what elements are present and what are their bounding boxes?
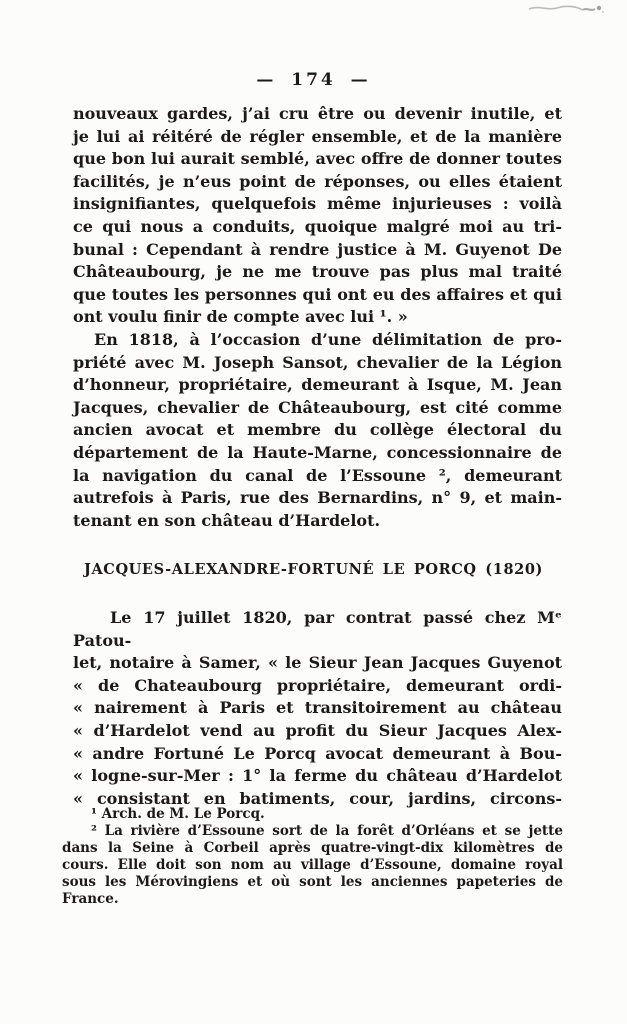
- text-line: je lui ai réitéré de régler ensemble, et de la manière: [73, 126, 562, 146]
- text-line: ² La rivière d’Essoune sort de la forêt d’Orléans et se jette: [91, 823, 563, 839]
- text-line: « d’Hardelot vend au profit du Sieur Jacques Alex-: [73, 720, 562, 740]
- page-number-text: — 174 —: [256, 70, 371, 90]
- footnotes: [62, 806, 563, 908]
- text-line: France.: [62, 891, 119, 907]
- text-line: « logne-sur-Mer : 1° la ferme du château d’Hardelot: [73, 766, 562, 786]
- text-line: priété avec M. Joseph Sansot, chevalier de la Légion: [73, 352, 562, 372]
- text-line: bunal : Cependant à rendre justice à M. Guyenot De: [73, 239, 562, 259]
- text-line: let, notaire à Samer, « le Sieur Jean Jacques Guyenot: [73, 653, 562, 673]
- text-line: insignifiantes, quelquefois même injurieuses : voilà: [73, 194, 562, 214]
- text-line: nouveaux gardes, j’ai cru être ou devenir inutile, et: [73, 104, 562, 123]
- text-line: d’honneur, propriétaire, demeurant à Isque, M. Jean: [73, 375, 562, 395]
- text-line: département de la Haute-Marne, concessionnaire de: [73, 442, 562, 462]
- handwriting-smudge: [527, 2, 605, 18]
- section-heading-text: JACQUES-ALEXANDRE-FORTUNÉ LE PORCQ (1820): [84, 561, 543, 578]
- text-line: En 1818, à l’occasion d’une délimitation de pro-: [94, 329, 562, 349]
- paragraph-continuation: [73, 103, 562, 329]
- text-line: Châteaubourg, je ne me trouve pas plus mal traité: [73, 262, 562, 282]
- text-line: « nairement à Paris et transitoirement au château: [73, 698, 562, 718]
- text-line: ont voulu finir de compte avec lui ¹. »: [73, 307, 408, 327]
- footnote-2: [62, 823, 563, 908]
- text-line: « de Chateaubourg propriétaire, demeurant ordi-: [73, 675, 562, 695]
- section-heading: [0, 561, 627, 578]
- page-number: [0, 70, 627, 90]
- text-line: la navigation du canal de l’Essoune ², demeurant: [73, 465, 562, 485]
- text-line: sous les Mérovingiens et où sont les anciennes papeteries de: [62, 874, 563, 890]
- text-line: que toutes les personnes qui ont eu des affaires et qui: [73, 284, 562, 304]
- text-line: facilités, je n’eus point de réponses, ou elles étaient: [73, 171, 562, 191]
- paragraph-1818: [73, 329, 562, 532]
- main-text: [73, 103, 562, 532]
- text-line: que bon lui aurait semblé, avec offre de donner toutes: [73, 149, 562, 169]
- text-line: ancien avocat et membre du collège électoral du: [73, 420, 562, 440]
- contract-paragraph: [73, 607, 562, 810]
- text-line: tenant en son château d’Hardelot.: [73, 510, 381, 530]
- text-line: Le 17 juillet 1820, par contrat passé chez Mᵉ Patou-: [73, 608, 562, 650]
- text-line: ¹ Arch. de M. Le Porcq.: [91, 806, 265, 822]
- text-line: « consistant en batiments, cour, jardins, circons-: [73, 788, 562, 808]
- text-line: cours. Elle doit son nom au village d’Essoune, domaine royal: [62, 857, 563, 873]
- text-line: dans la Seine à Corbeil après quatre-vingt-dix kilomètres de: [62, 840, 563, 856]
- footnote-1: [62, 806, 563, 823]
- text-line: autrefois à Paris, rue des Bernardins, n° 9, et main-: [73, 488, 562, 508]
- text-line: Jacques, chevalier de Châteaubourg, est cité comme: [73, 397, 562, 417]
- text-line: ce qui nous a conduits, quoique malgré moi au tri-: [73, 216, 562, 236]
- text-line: « andre Fortuné Le Porcq avocat demeurant à Bou-: [73, 743, 562, 763]
